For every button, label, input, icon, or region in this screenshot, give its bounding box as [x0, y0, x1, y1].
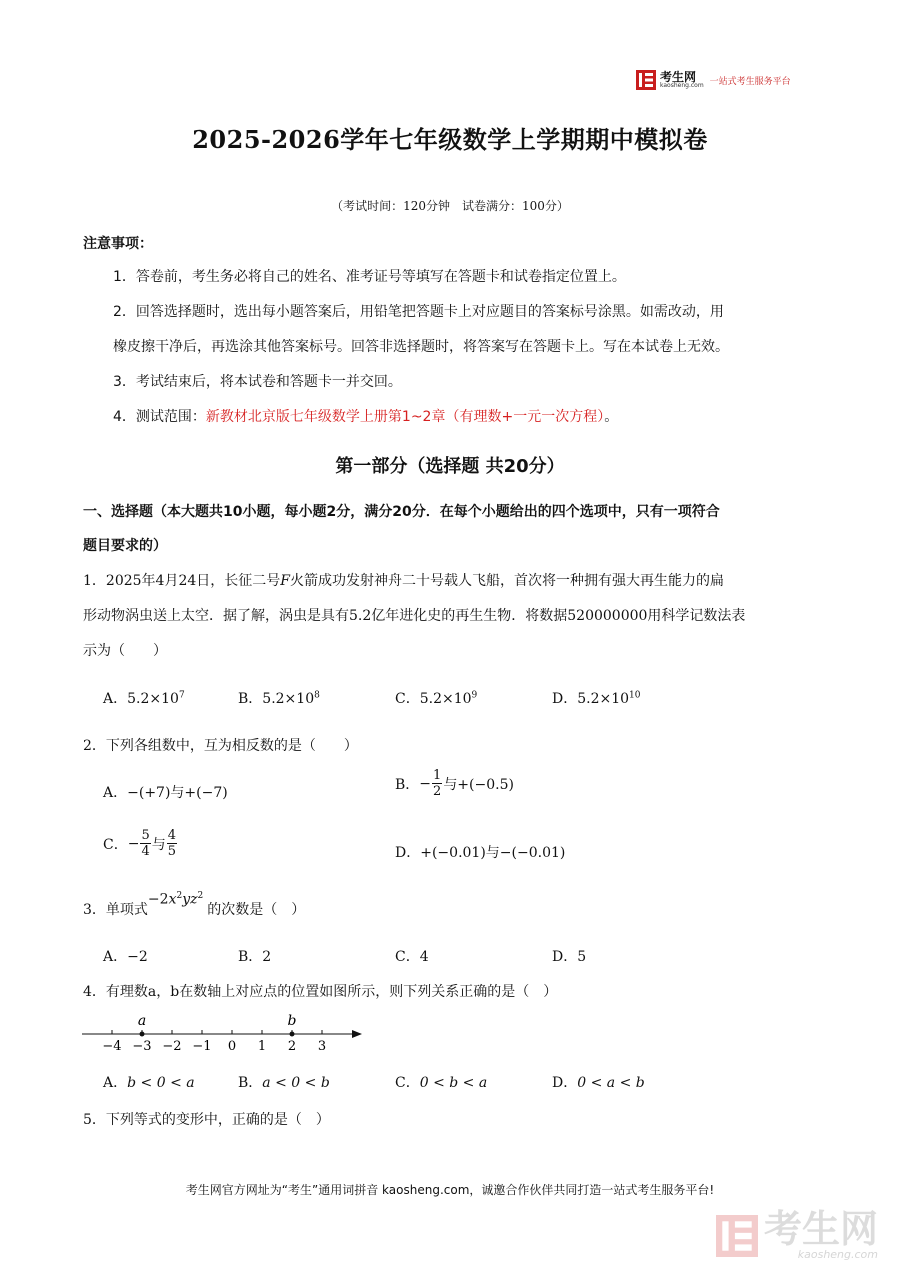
option-label: A．	[103, 785, 128, 801]
option-label: B．	[238, 949, 263, 965]
option-value: 2	[262, 949, 272, 965]
option-exponent: 10	[629, 690, 641, 701]
numerator: 4	[167, 828, 177, 843]
option-base: 5.2×10	[577, 691, 630, 707]
option-exponent: 8	[314, 690, 320, 701]
section-title: 第一部分（选择题 共20分）	[335, 456, 565, 477]
option-inequality: 0 < b < a	[419, 1075, 488, 1091]
option-value: 4	[419, 949, 429, 965]
q2-option-c	[103, 828, 178, 859]
q3-prefix: 3．单项式	[83, 902, 148, 918]
variable: yz	[182, 891, 198, 908]
q4-stem: 4．有理数a，b在数轴上对应点的位置如图所示，则下列关系正确的是（ ）	[83, 984, 558, 1000]
q3-option-a	[103, 946, 148, 966]
q3-monomial	[148, 886, 203, 910]
q1-option-c	[395, 688, 477, 708]
q1-stem-line2: 形动物涡虫送上太空．据了解，涡虫是具有5.2亿年进化史的再生生物．将数据520000000用科学记数法表	[83, 608, 746, 624]
q3-option-c	[395, 946, 429, 966]
number-line-point-label: b	[287, 1013, 297, 1029]
option-label: D．	[552, 949, 578, 965]
brand-slogan: 一站式考生服务平台	[709, 76, 791, 87]
fraction	[167, 828, 177, 859]
watermark-url: kaosheng.com	[797, 1248, 879, 1261]
exponent: 2	[197, 891, 204, 901]
note-item-4	[113, 407, 618, 427]
option-label: D．	[552, 691, 578, 707]
option-label: C．	[395, 691, 420, 707]
q3-suffix: 的次数是（ ）	[207, 902, 306, 918]
option-inequality: 0 < a < b	[577, 1075, 645, 1091]
denominator: 5	[167, 844, 177, 859]
number-line-tick-label: −2	[162, 1039, 182, 1054]
section-instruction: 一、选择题（本大题共10小题，每小题2分，满分20分．在每个小题给出的四个选项中，只有一项符合	[83, 504, 720, 520]
watermark-name: 考生网	[764, 1207, 879, 1251]
note-item-4-suffix: 。	[604, 409, 619, 425]
section-instruction-cont: 题目要求的）	[83, 538, 167, 554]
note-item-2-cont: 橡皮擦干净后，再选涂其他答案标号。回答非选择题时，将答案写在答题卡上。写在本试卷上无效。	[113, 339, 729, 355]
option-inequality: a < 0 < b	[262, 1075, 330, 1091]
option-label: C．	[103, 836, 128, 853]
q3-option-b	[238, 946, 271, 966]
q1-var-f: F	[280, 573, 290, 589]
option-exponent: 7	[178, 690, 185, 701]
number-line-tick-label: −3	[132, 1039, 152, 1054]
notes-heading: 注意事项：	[83, 236, 153, 252]
q1-text-b: 火箭成功发射神舟二十号载人飞船，首次将一种拥有强大再生能力的扁	[289, 573, 724, 589]
number-line-tick-label: 1	[257, 1039, 267, 1054]
exam-subtitle: （考试时间：120分钟 试卷满分：100分）	[331, 199, 569, 213]
option-expression: 与+(−0.5)	[443, 776, 514, 793]
q2-option-d	[395, 842, 565, 862]
option-label: B．	[238, 1075, 263, 1091]
option-label: C．	[395, 1075, 420, 1091]
variable: x	[168, 891, 177, 908]
option-label: A．	[103, 1075, 128, 1091]
q3-option-d	[552, 946, 586, 966]
option-base: 5.2×10	[262, 691, 315, 707]
option-value: −2	[127, 949, 148, 965]
q1-option-a	[103, 688, 185, 708]
number-line-point	[140, 1032, 145, 1037]
number-line-arrow-icon	[352, 1030, 362, 1038]
option-base: 5.2×10	[127, 691, 179, 707]
coefficient: −2	[147, 891, 169, 908]
number-line-tick-label: −4	[102, 1039, 122, 1054]
option-label: A．	[103, 949, 128, 965]
q4-option-b	[238, 1072, 330, 1092]
q5-stem: 5．下列等式的变形中，正确的是（ ）	[83, 1112, 330, 1128]
number-line-tick-label: −1	[192, 1039, 212, 1054]
option-expression: −(+7)与+(−7)	[127, 785, 228, 801]
option-label: A．	[103, 691, 128, 707]
number-line-tick-label: 2	[287, 1039, 297, 1054]
q2-stem: 2．下列各组数中，互为相反数的是（ ）	[83, 738, 358, 754]
fraction	[432, 768, 442, 799]
note-item-4-prefix: 4．测试范围：	[113, 409, 206, 425]
q3-stem	[83, 890, 305, 920]
number-line-tick-label: 3	[317, 1039, 327, 1054]
brand-domain: kaosheng.com	[660, 82, 704, 89]
q1-option-b	[238, 688, 320, 708]
kaosheng-logo-icon	[636, 70, 656, 90]
option-label: B．	[395, 776, 420, 793]
note-item-1: 1．答卷前，考生务必将自己的姓名、准考证号等填写在答题卡和试卷指定位置上。	[113, 269, 626, 285]
brand-name: 考生网	[660, 70, 697, 84]
numerator: 1	[433, 768, 442, 783]
denominator: 4	[141, 844, 150, 859]
q2-option-a	[103, 782, 228, 802]
option-exponent: 9	[471, 690, 478, 701]
option-label: D．	[552, 1075, 578, 1091]
q1-option-d	[552, 688, 641, 708]
q4-option-a	[103, 1072, 195, 1092]
exam-title: 2025-2026学年七年级数学上学期期中模拟卷	[192, 125, 708, 154]
q2-option-b	[395, 768, 514, 799]
test-scope: 新教材北京版七年级数学上册第1~2章（有理数+一元一次方程）	[205, 409, 605, 425]
minus-sign: −	[419, 775, 432, 792]
exponent: 2	[176, 891, 183, 901]
kaosheng-watermark-logo-icon	[716, 1215, 758, 1257]
note-item-3: 3．考试结束后，将本试卷和答题卡一并交回。	[113, 374, 402, 390]
number-line-point-label: a	[137, 1013, 147, 1029]
option-label: D．	[395, 845, 421, 861]
option-base: 5.2×10	[419, 691, 472, 707]
option-inequality: b < 0 < a	[127, 1075, 195, 1091]
q1-text-a: 1．2025年4月24日，长征二号	[83, 573, 281, 589]
minus-sign: −	[127, 835, 140, 852]
brand-logo	[636, 70, 791, 90]
q1-stem-line3: 示为（ ）	[83, 643, 167, 659]
number-line-diagram	[80, 1010, 370, 1060]
q4-option-d	[552, 1072, 645, 1092]
numerator: 5	[141, 828, 150, 843]
note-item-2: 2．回答选择题时，选出每小题答案后，用铅笔把答题卡上对应题目的答案标号涂黑。如需改动，用	[113, 304, 724, 320]
page-footer: 考生网官方网址为“考生”通用词拼音 kaosheng.com，诚邀合作伙伴共同打造一站式考生服务平台!	[185, 1183, 715, 1197]
option-label: C．	[395, 949, 420, 965]
option-label: B．	[238, 691, 263, 707]
q1-stem-line1	[83, 571, 724, 591]
option-value: 5	[577, 949, 587, 965]
number-line-tick-label: 0	[227, 1039, 237, 1054]
option-connector: 与	[151, 836, 166, 853]
fraction	[140, 828, 150, 859]
denominator: 2	[433, 784, 442, 799]
number-line-point	[290, 1032, 295, 1037]
q4-option-c	[395, 1072, 487, 1092]
option-expression: +(−0.01)与−(−0.01)	[420, 845, 566, 861]
watermark	[716, 1207, 879, 1261]
